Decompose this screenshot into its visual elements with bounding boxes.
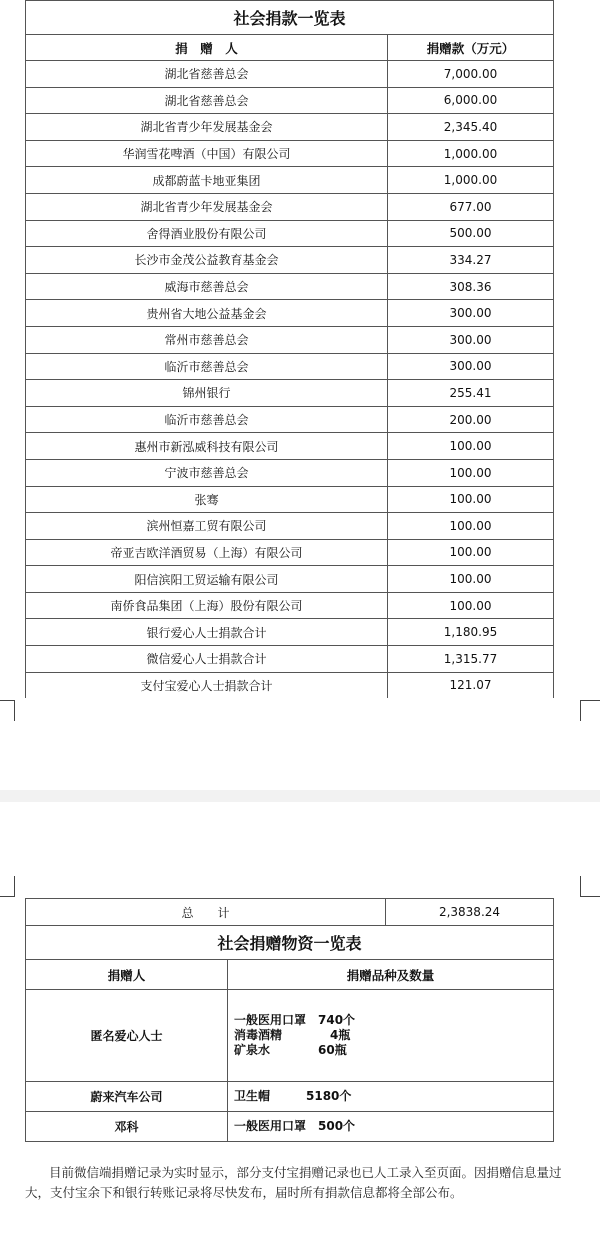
cash-table-title: 社会捐款一览表 bbox=[26, 1, 554, 35]
amount-cell: 1,000.00 bbox=[388, 140, 554, 167]
goods-item: 一般医用口罩 740个 bbox=[234, 1013, 356, 1027]
table-row bbox=[26, 247, 554, 274]
goods-items bbox=[228, 990, 554, 1082]
donor-cell: 湖北省慈善总会 bbox=[26, 87, 388, 114]
table-row bbox=[26, 140, 554, 167]
goods-items bbox=[228, 1112, 554, 1142]
table-row bbox=[26, 459, 554, 486]
table-row bbox=[26, 619, 554, 646]
amount-cell: 334.27 bbox=[388, 247, 554, 274]
table-row bbox=[26, 566, 554, 593]
donor-cell: 贵州省大地公益基金会 bbox=[26, 300, 388, 327]
goods-row bbox=[26, 990, 554, 1082]
amount-cell: 100.00 bbox=[388, 592, 554, 619]
cash-donation-table bbox=[25, 0, 554, 698]
goods-row bbox=[26, 1082, 554, 1112]
goods-donor: 蔚来汽车公司 bbox=[26, 1082, 228, 1112]
table-row bbox=[26, 406, 554, 433]
donor-cell: 威海市慈善总会 bbox=[26, 273, 388, 300]
amount-cell: 300.00 bbox=[388, 300, 554, 327]
amount-cell: 100.00 bbox=[388, 433, 554, 460]
table-row bbox=[26, 220, 554, 247]
goods-donation-table bbox=[25, 925, 554, 1142]
amount-cell: 7,000.00 bbox=[388, 61, 554, 88]
table-row bbox=[26, 87, 554, 114]
amount-cell: 1,000.00 bbox=[388, 167, 554, 194]
crop-mark-top-left bbox=[0, 700, 15, 721]
goods-item: 矿泉水 60瓶 bbox=[234, 1043, 347, 1057]
table-row bbox=[26, 486, 554, 513]
total-table bbox=[25, 898, 554, 926]
donor-cell: 锦州银行 bbox=[26, 380, 388, 407]
table-row bbox=[26, 326, 554, 353]
amount-cell: 200.00 bbox=[388, 406, 554, 433]
disclosure-note: 目前微信端捐赠记录为实时显示，部分支付宝捐赠记录也已人工录入至页面。因捐赠信息量过大，支付宝余下和银行转账记录将尽快发布，届时所有捐款信息都将全部公布。 bbox=[25, 1164, 562, 1200]
donor-cell: 微信爱心人士捐款合计 bbox=[26, 646, 388, 673]
donor-cell: 舍得酒业股份有限公司 bbox=[26, 220, 388, 247]
table-row bbox=[26, 592, 554, 619]
donor-cell: 南侨食品集团（上海）股份有限公司 bbox=[26, 592, 388, 619]
goods-column-header-items: 捐赠品种及数量 bbox=[228, 960, 554, 990]
donor-cell: 华润雪花啤酒（中国）有限公司 bbox=[26, 140, 388, 167]
table-row bbox=[26, 646, 554, 673]
column-header-amount: 捐赠款（万元） bbox=[388, 35, 554, 61]
table-row bbox=[26, 513, 554, 540]
goods-items bbox=[228, 1082, 554, 1112]
amount-cell: 100.00 bbox=[388, 486, 554, 513]
table-row bbox=[26, 114, 554, 141]
donor-cell: 支付宝爱心人士捐款合计 bbox=[26, 672, 388, 698]
table-row bbox=[26, 672, 554, 698]
amount-cell: 1,180.95 bbox=[388, 619, 554, 646]
table-row bbox=[26, 167, 554, 194]
table-row bbox=[26, 380, 554, 407]
cash-table-body bbox=[26, 61, 554, 699]
crop-mark-bottom-left bbox=[0, 876, 15, 897]
donor-cell: 惠州市新泓威科技有限公司 bbox=[26, 433, 388, 460]
donor-cell: 临沂市慈善总会 bbox=[26, 353, 388, 380]
total-value: 2,3838.24 bbox=[386, 899, 554, 926]
total-label: 总 计 bbox=[26, 899, 386, 926]
goods-item: 卫生帽 5180个 bbox=[234, 1089, 352, 1103]
goods-table-title: 社会捐赠物资一览表 bbox=[26, 926, 554, 960]
amount-cell: 100.00 bbox=[388, 513, 554, 540]
amount-cell: 300.00 bbox=[388, 326, 554, 353]
donor-cell: 湖北省青少年发展基金会 bbox=[26, 193, 388, 220]
crop-mark-bottom-right bbox=[580, 876, 600, 897]
page-gap bbox=[0, 790, 600, 802]
amount-cell: 6,000.00 bbox=[388, 87, 554, 114]
goods-item: 一般医用口罩 500个 bbox=[234, 1119, 356, 1133]
goods-donor: 邓科 bbox=[26, 1112, 228, 1142]
donor-cell: 帝亚吉欧洋酒贸易（上海）有限公司 bbox=[26, 539, 388, 566]
goods-row bbox=[26, 1112, 554, 1142]
table-row bbox=[26, 353, 554, 380]
amount-cell: 100.00 bbox=[388, 459, 554, 486]
amount-cell: 677.00 bbox=[388, 193, 554, 220]
donor-cell: 长沙市金茂公益教育基金会 bbox=[26, 247, 388, 274]
table-row bbox=[26, 61, 554, 88]
table-row bbox=[26, 539, 554, 566]
donor-cell: 成都蔚蓝卡地亚集团 bbox=[26, 167, 388, 194]
donor-cell: 银行爱心人士捐款合计 bbox=[26, 619, 388, 646]
amount-cell: 500.00 bbox=[388, 220, 554, 247]
amount-cell: 300.00 bbox=[388, 353, 554, 380]
amount-cell: 100.00 bbox=[388, 539, 554, 566]
amount-cell: 121.07 bbox=[388, 672, 554, 698]
donor-cell: 湖北省慈善总会 bbox=[26, 61, 388, 88]
table-row bbox=[26, 193, 554, 220]
amount-cell: 100.00 bbox=[388, 566, 554, 593]
amount-cell: 1,315.77 bbox=[388, 646, 554, 673]
donor-cell: 阳信滨阳工贸运输有限公司 bbox=[26, 566, 388, 593]
goods-column-header-donor: 捐赠人 bbox=[26, 960, 228, 990]
donor-cell: 临沂市慈善总会 bbox=[26, 406, 388, 433]
donor-cell: 张骞 bbox=[26, 486, 388, 513]
column-header-donor: 捐 赠 人 bbox=[26, 35, 388, 61]
amount-cell: 308.36 bbox=[388, 273, 554, 300]
crop-mark-top-right bbox=[580, 700, 600, 721]
donor-cell: 湖北省青少年发展基金会 bbox=[26, 114, 388, 141]
goods-item: 消毒酒精 4瓶 bbox=[234, 1028, 351, 1042]
donor-cell: 宁波市慈善总会 bbox=[26, 459, 388, 486]
donor-cell: 常州市慈善总会 bbox=[26, 326, 388, 353]
table-row bbox=[26, 300, 554, 327]
goods-donor: 匿名爱心人士 bbox=[26, 990, 228, 1082]
table-row bbox=[26, 433, 554, 460]
table-row bbox=[26, 273, 554, 300]
donor-cell: 滨州恒嘉工贸有限公司 bbox=[26, 513, 388, 540]
amount-cell: 255.41 bbox=[388, 380, 554, 407]
amount-cell: 2,345.40 bbox=[388, 114, 554, 141]
